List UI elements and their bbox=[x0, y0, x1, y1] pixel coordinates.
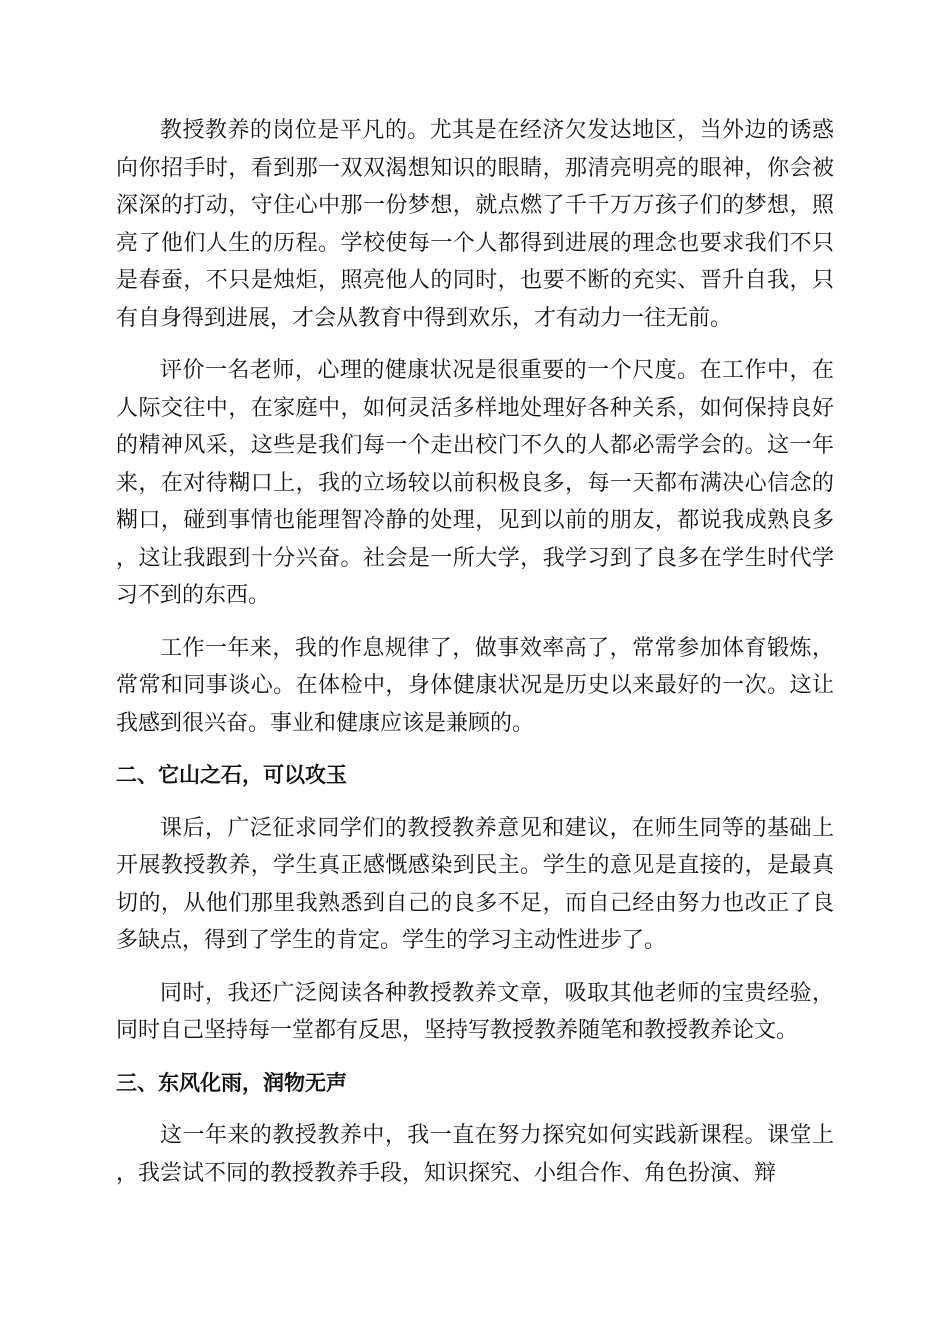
paragraph-new-curriculum: 这一年来的教授教养中，我一直在努力探究如何实践新课程。课堂上，我尝试不同的教授教养手段，知识探究、小组合作、角色扮演、辩 bbox=[116, 1123, 834, 1186]
section-heading-3: 三、东风化雨，润物无声 bbox=[116, 1070, 347, 1095]
paragraph-teaching-post: 教授教养的岗位是平凡的。尤其是在经济欠发达地区，当外边的诱惑向你招手时，看到那一双双渴想知识的眼睛，那清亮明亮的眼神，你会被深深的打动，守住心中那一份梦想，就点燃了千千万万孩子们的梦想，照亮了他们人生的历程。学校使每一个人都得到进展的理念也要求我们不只是春蚕，不只是烛炬，照亮他人的同时，也要不断的充实、晋升自我，只有自身得到进展，才会从教育中得到欢乐，才有动力一往无前。 bbox=[116, 118, 834, 331]
paragraph-reading-reflection: 同时，我还广泛阅读各种教授教养文章，吸取其他老师的宝贵经验，同时自己坚持每一堂都有反思，坚持写教授教养随笔和教授教养论文。 bbox=[116, 980, 834, 1043]
paragraph-work-health: 工作一年来，我的作息规律了，做事效率高了，常常参加体育锻炼，常常和同事谈心。在体检中，身体健康状况是历史以来最好的一次。这让我感到很兴奋。事业和健康应该是兼顾的。 bbox=[116, 635, 834, 736]
document-page bbox=[116, 112, 834, 1207]
section-heading-2: 二、它山之石，可以攻玉 bbox=[116, 763, 347, 787]
paragraph-mental-health: 评价一名老师，心理的健康状况是很重要的一个尺度。在工作中，在人际交往中，在家庭中，如何灵活多样地处理好各种关系，如何保持良好的精神风采，这些是我们每一个走出校门不久的人都必需学会的。这一年来，在对待糊口上，我的立场较以前积极良多，每一天都布满决心信念的糊口，碰到事情也能理智冷静的处理，见到以前的朋友，都说我成熟良多，这让我跟到十分兴奋。社会是一所大学，我学习到了良多在学生时代学习不到的东西。 bbox=[116, 358, 834, 608]
paragraph-student-feedback: 课后，广泛征求同学们的教授教养意见和建议，在师生同等的基础上开展教授教养，学生真正感慨感染到民主。学生的意见是直接的，是最真切的，从他们那里我熟悉到自己的良多不足，而自己经由努力也改正了良多缺点，得到了学生的肯定。学生的学习主动性进步了。 bbox=[116, 815, 834, 953]
